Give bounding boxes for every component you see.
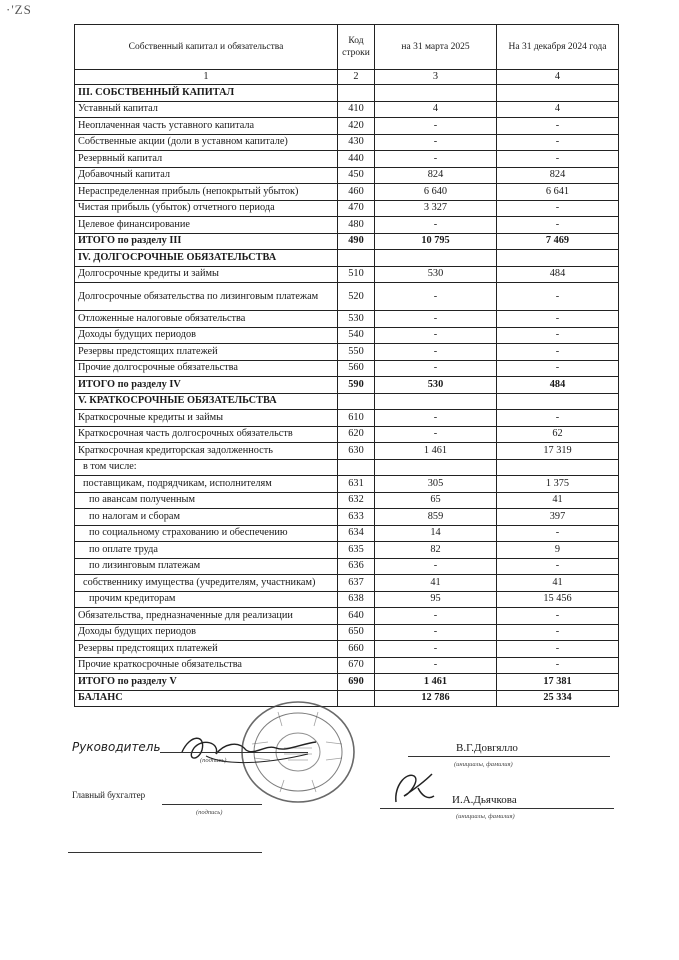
row-name: Нераспределенная прибыль (непокрытый убыток) — [75, 184, 338, 201]
row-value-period1: 3 327 — [375, 200, 497, 217]
row-code: 490 — [338, 233, 375, 250]
row-value-period1: 4 — [375, 101, 497, 118]
row-value-period2: - — [497, 558, 619, 575]
row-value-period1: 530 — [375, 377, 497, 394]
row-value-period1: - — [375, 657, 497, 674]
table-row — [75, 200, 619, 217]
balance-sheet-table — [74, 24, 619, 707]
row-value-period2: - — [497, 641, 619, 658]
table-row — [75, 344, 619, 361]
row-value-period1 — [375, 459, 497, 476]
row-value-period1: - — [375, 327, 497, 344]
row-value-period2: - — [497, 134, 619, 151]
row-name: Краткосрочная часть долгосрочных обязательств — [75, 426, 338, 443]
row-name: Долгосрочные кредиты и займы — [75, 266, 338, 283]
row-value-period2: - — [497, 657, 619, 674]
row-name: поставщикам, подрядчикам, исполнителям — [75, 476, 338, 493]
header-period1: на 31 марта 2025 — [375, 25, 497, 70]
accountant-name-caption: (инициалы, фамилия) — [456, 813, 515, 820]
row-name: Прочие долгосрочные обязательства — [75, 360, 338, 377]
table-header-row — [75, 25, 619, 70]
row-code — [338, 459, 375, 476]
table-row — [75, 250, 619, 267]
row-name: Доходы будущих периодов — [75, 624, 338, 641]
row-value-period2: - — [497, 525, 619, 542]
row-name: по лизинговым платежам — [75, 558, 338, 575]
row-code: 550 — [338, 344, 375, 361]
row-name: ИТОГО по разделу IV — [75, 377, 338, 394]
row-code: 650 — [338, 624, 375, 641]
row-value-period2: 17 381 — [497, 674, 619, 691]
table-row — [75, 459, 619, 476]
row-value-period1: 65 — [375, 492, 497, 509]
head-sign-caption: (подпись) — [200, 757, 227, 764]
table-row — [75, 283, 619, 311]
row-value-period2: - — [497, 608, 619, 625]
table-row — [75, 641, 619, 658]
row-name: Краткосрочные кредиты и займы — [75, 410, 338, 427]
accountant-label: Главный бухгалтер — [72, 790, 146, 800]
row-value-period1: 41 — [375, 575, 497, 592]
row-value-period2: - — [497, 311, 619, 328]
row-name: по социальному страхованию и обеспечению — [75, 525, 338, 542]
row-value-period2: 4 — [497, 101, 619, 118]
row-value-period1: 1 461 — [375, 674, 497, 691]
row-code — [338, 250, 375, 267]
page-mark: ·'ZS — [6, 2, 32, 17]
row-name: Отложенные налоговые обязательства — [75, 311, 338, 328]
row-code: 634 — [338, 525, 375, 542]
row-name: собственнику имущества (учредителям, участникам) — [75, 575, 338, 592]
row-value-period1: 95 — [375, 591, 497, 608]
row-value-period1 — [375, 250, 497, 267]
row-value-period2: 15 456 — [497, 591, 619, 608]
row-name: Резервы предстоящих платежей — [75, 344, 338, 361]
row-value-period2: - — [497, 624, 619, 641]
row-code: 470 — [338, 200, 375, 217]
head-signature — [176, 726, 326, 772]
row-value-period2 — [497, 459, 619, 476]
row-code: 480 — [338, 217, 375, 234]
table-row — [75, 377, 619, 394]
row-value-period2 — [497, 85, 619, 102]
table-row — [75, 327, 619, 344]
row-value-period2: - — [497, 283, 619, 311]
row-value-period1: 82 — [375, 542, 497, 559]
row-value-period1: - — [375, 217, 497, 234]
table-row — [75, 575, 619, 592]
row-code: 630 — [338, 443, 375, 460]
row-name: Уставный капитал — [75, 101, 338, 118]
row-name: ИТОГО по разделу V — [75, 674, 338, 691]
header-name: Собственный капитал и обязательства — [75, 25, 338, 70]
row-name: V. КРАТКОСРОЧНЫЕ ОБЯЗАТЕЛЬСТВА — [75, 393, 338, 410]
row-value-period1: - — [375, 151, 497, 168]
column-number: 4 — [497, 70, 619, 85]
row-code: 530 — [338, 311, 375, 328]
row-value-period2: - — [497, 151, 619, 168]
table-row — [75, 525, 619, 542]
row-name: БАЛАНС — [75, 690, 338, 707]
table-row — [75, 443, 619, 460]
row-name: Доходы будущих периодов — [75, 327, 338, 344]
row-name: ИТОГО по разделу III — [75, 233, 338, 250]
row-value-period2: - — [497, 327, 619, 344]
row-value-period1 — [375, 393, 497, 410]
row-code: 430 — [338, 134, 375, 151]
table-row — [75, 608, 619, 625]
row-code: 540 — [338, 327, 375, 344]
row-code — [338, 393, 375, 410]
header-code: Код строки — [338, 25, 375, 70]
table-row — [75, 426, 619, 443]
row-value-period1: 10 795 — [375, 233, 497, 250]
row-name: в том числе: — [75, 459, 338, 476]
head-name-line — [408, 756, 610, 757]
head-name: В.Г.Довгялло — [456, 742, 518, 754]
row-name: Целевое финансирование — [75, 217, 338, 234]
row-code: 450 — [338, 167, 375, 184]
row-value-period1: 6 640 — [375, 184, 497, 201]
row-name: III. СОБСТВЕННЫЙ КАПИТАЛ — [75, 85, 338, 102]
row-value-period1: - — [375, 344, 497, 361]
table-row — [75, 360, 619, 377]
row-name: Резервы предстоящих платежей — [75, 641, 338, 658]
row-value-period2: - — [497, 410, 619, 427]
head-label: Руководитель — [72, 740, 161, 754]
row-value-period1: 12 786 — [375, 690, 497, 707]
row-value-period2: 7 469 — [497, 233, 619, 250]
table-row — [75, 118, 619, 135]
row-value-period1: - — [375, 558, 497, 575]
table-row — [75, 85, 619, 102]
row-value-period1: 14 — [375, 525, 497, 542]
table-row — [75, 217, 619, 234]
row-code: 560 — [338, 360, 375, 377]
table-row — [75, 167, 619, 184]
row-value-period1: - — [375, 641, 497, 658]
row-value-period2: 41 — [497, 575, 619, 592]
row-code: 410 — [338, 101, 375, 118]
table-row — [75, 624, 619, 641]
row-name: Прочие краткосрочные обязательства — [75, 657, 338, 674]
row-value-period2: 484 — [497, 377, 619, 394]
row-code — [338, 85, 375, 102]
row-name: IV. ДОЛГОСРОЧНЫЕ ОБЯЗАТЕЛЬСТВА — [75, 250, 338, 267]
row-code: 520 — [338, 283, 375, 311]
row-value-period1: - — [375, 360, 497, 377]
row-value-period2: - — [497, 217, 619, 234]
row-name: Обязательства, предназначенные для реализации — [75, 608, 338, 625]
row-code: 460 — [338, 184, 375, 201]
row-value-period1: 824 — [375, 167, 497, 184]
row-name: прочим кредиторам — [75, 591, 338, 608]
row-name: Резервный капитал — [75, 151, 338, 168]
column-number-row — [75, 70, 619, 85]
row-name: по авансам полученным — [75, 492, 338, 509]
row-value-period1: 859 — [375, 509, 497, 526]
row-code: 420 — [338, 118, 375, 135]
header-period2: На 31 декабря 2024 года — [497, 25, 619, 70]
row-value-period1: - — [375, 608, 497, 625]
table-row — [75, 558, 619, 575]
head-name-caption: (инициалы, фамилия) — [454, 761, 513, 768]
row-code: 620 — [338, 426, 375, 443]
row-code: 670 — [338, 657, 375, 674]
row-value-period2: 17 319 — [497, 443, 619, 460]
row-value-period2: 484 — [497, 266, 619, 283]
table-row — [75, 542, 619, 559]
table-row — [75, 151, 619, 168]
column-number: 2 — [338, 70, 375, 85]
row-code: 633 — [338, 509, 375, 526]
row-code: 440 — [338, 151, 375, 168]
row-value-period2: - — [497, 360, 619, 377]
row-value-period1: - — [375, 311, 497, 328]
row-code: 610 — [338, 410, 375, 427]
table-row — [75, 393, 619, 410]
row-name: Собственные акции (доли в уставном капитале) — [75, 134, 338, 151]
row-value-period2: 9 — [497, 542, 619, 559]
row-name: Добавочный капитал — [75, 167, 338, 184]
table-row — [75, 233, 619, 250]
row-name: Долгосрочные обязательства по лизинговым платежам — [75, 283, 338, 311]
bottom-rule — [68, 852, 262, 853]
row-value-period1: - — [375, 118, 497, 135]
row-name: Чистая прибыль (убыток) отчетного периода — [75, 200, 338, 217]
row-value-period1: 1 461 — [375, 443, 497, 460]
table-row — [75, 492, 619, 509]
table-row — [75, 410, 619, 427]
row-value-period1: - — [375, 624, 497, 641]
accountant-sign-caption: (подпись) — [196, 809, 223, 816]
table-row — [75, 657, 619, 674]
row-value-period2: - — [497, 344, 619, 361]
accountant-sign-line — [162, 804, 262, 805]
row-value-period1: - — [375, 134, 497, 151]
row-value-period1: - — [375, 426, 497, 443]
accountant-name: И.А.Дьячкова — [452, 794, 517, 806]
row-value-period2: 824 — [497, 167, 619, 184]
accountant-name-line — [380, 808, 614, 809]
table-row — [75, 184, 619, 201]
row-value-period2 — [497, 250, 619, 267]
column-number: 1 — [75, 70, 338, 85]
row-value-period1: - — [375, 410, 497, 427]
table-row — [75, 674, 619, 691]
row-value-period2: - — [497, 118, 619, 135]
row-code: 510 — [338, 266, 375, 283]
row-name: по оплате труда — [75, 542, 338, 559]
row-value-period2 — [497, 393, 619, 410]
row-code: 660 — [338, 641, 375, 658]
row-code: 632 — [338, 492, 375, 509]
row-code: 638 — [338, 591, 375, 608]
accountant-signature — [388, 766, 438, 808]
row-code: 590 — [338, 377, 375, 394]
head-sign-line — [160, 752, 308, 753]
table-row — [75, 476, 619, 493]
table-row — [75, 311, 619, 328]
row-value-period2: 6 641 — [497, 184, 619, 201]
row-code: 690 — [338, 674, 375, 691]
row-value-period2: 1 375 — [497, 476, 619, 493]
row-code: 636 — [338, 558, 375, 575]
table-row — [75, 134, 619, 151]
row-value-period1: 530 — [375, 266, 497, 283]
table-row — [75, 101, 619, 118]
row-value-period2: 397 — [497, 509, 619, 526]
column-number: 3 — [375, 70, 497, 85]
row-code: 631 — [338, 476, 375, 493]
row-value-period2: 62 — [497, 426, 619, 443]
row-value-period2: - — [497, 200, 619, 217]
row-code: 640 — [338, 608, 375, 625]
row-code: 635 — [338, 542, 375, 559]
row-value-period1 — [375, 85, 497, 102]
row-value-period2: 41 — [497, 492, 619, 509]
row-value-period2: 25 334 — [497, 690, 619, 707]
row-name: Неоплаченная часть уставного капитала — [75, 118, 338, 135]
row-value-period1: - — [375, 283, 497, 311]
table-row — [75, 591, 619, 608]
row-code: 637 — [338, 575, 375, 592]
row-name: Краткосрочная кредиторская задолженность — [75, 443, 338, 460]
row-value-period1: 305 — [375, 476, 497, 493]
row-name: по налогам и сборам — [75, 509, 338, 526]
table-row — [75, 509, 619, 526]
table-row — [75, 266, 619, 283]
